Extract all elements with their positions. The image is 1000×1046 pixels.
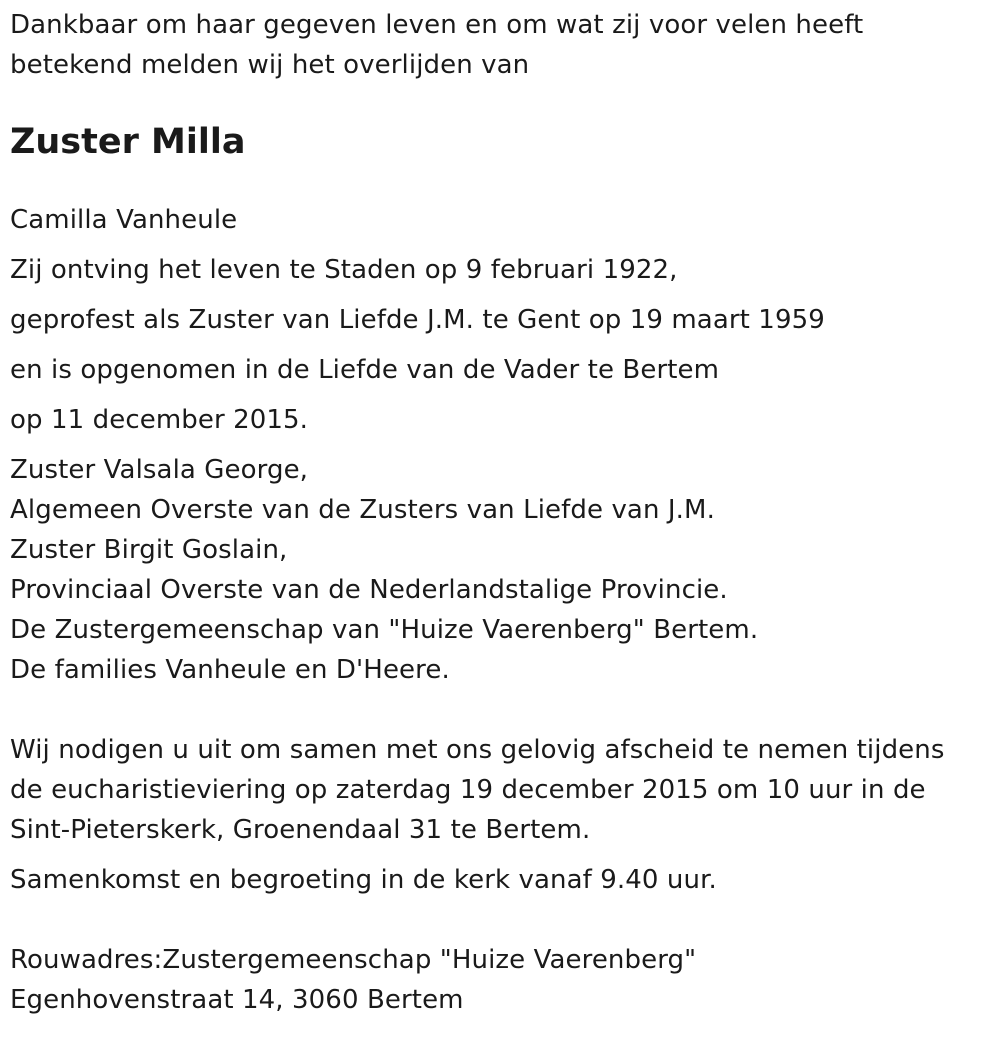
gathering-info: Samenkomst en begroeting in de kerk vanaf 9.40 uur. [10,865,717,895]
address-line: Egenhovenstraat 14, 3060 Bertem [10,985,464,1015]
mourning-address [10,940,985,1020]
biography-line: geprofest als Zuster van Liefde J.M. te Gent op 19 maart 1959 [10,305,825,335]
address-line: Rouwadres:Zustergemeenschap "Huize Vaerenberg" [10,945,697,975]
mourner-line: Zuster Valsala George, [10,455,309,485]
mourners-list [10,450,985,690]
biography-line: Zij ontving het leven te Staden op 9 februari 1922, [10,255,678,285]
mourner-line: Algemeen Overste van de Zusters van Liefde van J.M. [10,495,715,525]
mourner-line: De Zustergemeenschap van "Huize Vaerenberg" Bertem. [10,615,759,645]
invitation-line: Sint-Pieterskerk, Groenendaal 31 te Bertem. [10,815,591,845]
biography-line: op 11 december 2015. [10,405,309,435]
invitation-line: Wij nodigen u uit om samen met ons gelovig afscheid te nemen tijdens [10,735,945,765]
intro-text [10,5,985,85]
mourner-line: Zuster Birgit Goslain, [10,535,288,565]
invitation [10,730,985,850]
deceased-name: Zuster Milla [10,122,246,162]
biography [10,250,985,440]
mourner-line: Provinciaal Overste van de Nederlandstalige Provincie. [10,575,728,605]
intro-line: Dankbaar om haar gegeven leven en om wat zij voor velen heeft [10,10,864,40]
mourner-line: De families Vanheule en D'Heere. [10,655,450,685]
death-notice [10,0,985,1020]
civil-name: Camilla Vanheule [10,205,238,235]
invitation-line: de eucharistieviering op zaterdag 19 december 2015 om 10 uur in de [10,775,926,805]
biography-line: en is opgenomen in de Liefde van de Vader te Bertem [10,355,720,385]
intro-line: betekend melden wij het overlijden van [10,50,530,80]
